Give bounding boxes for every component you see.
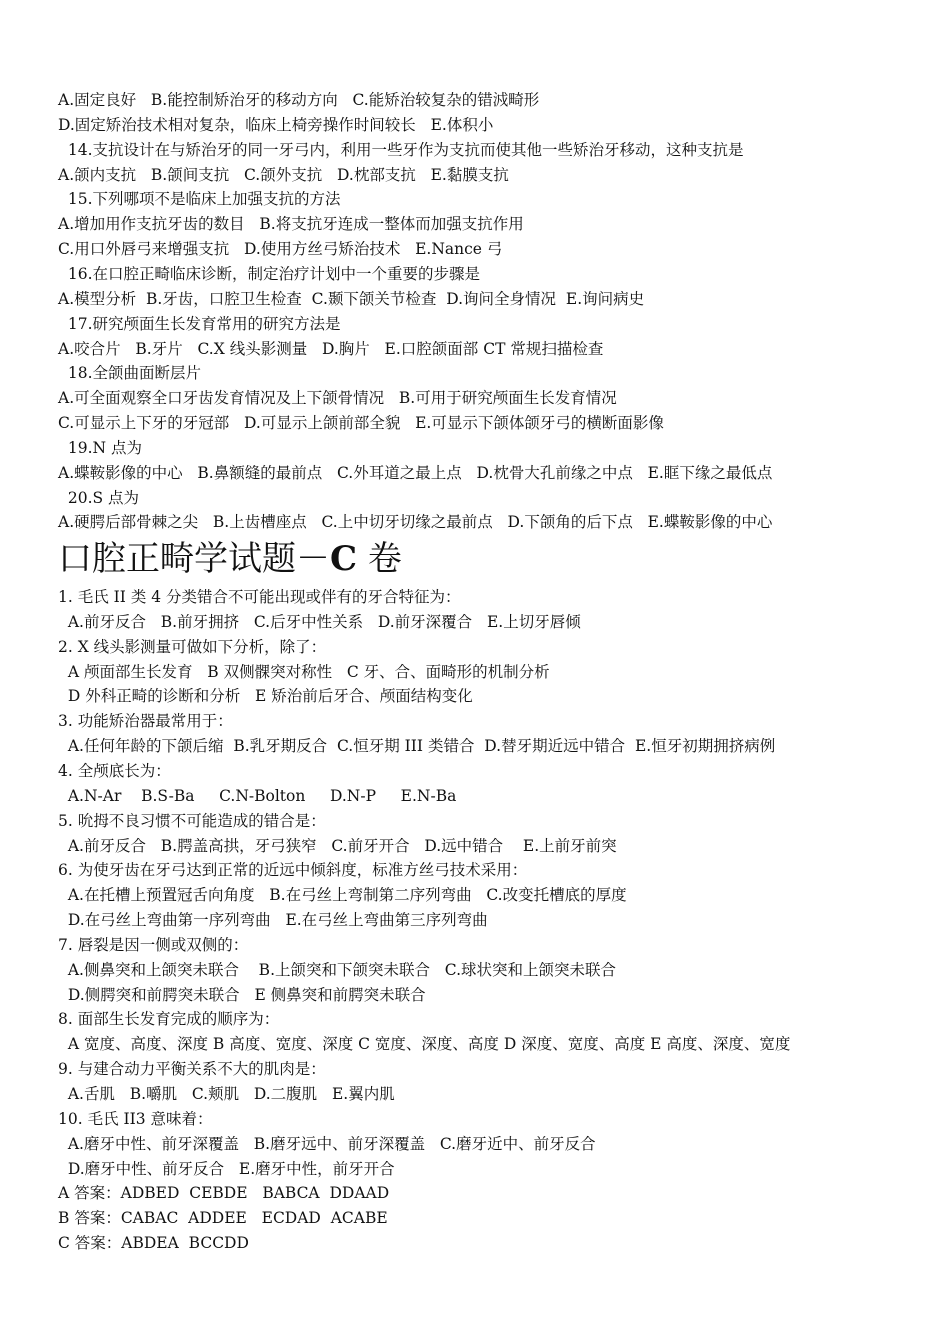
text-line: 17.研究颅面生长发育常用的研究方法是	[58, 314, 341, 333]
text-line: A.咬合片 B.牙片 C.X 线头影测量 D.胸片 E.口腔颌面部 CT 常规扫描检查	[58, 339, 604, 358]
text-line: 10. 毛氏 II3 意味着：	[58, 1109, 213, 1128]
text-line: 2. X 线头影测量可做如下分析，除了：	[58, 637, 327, 656]
text-line: C.用口外唇弓来增强支抗 D.使用方丝弓矫治技术 E.Nance 弓	[58, 240, 503, 259]
text-line: A.任何年龄的下颌后缩 B.乳牙期反合 C.恒牙期 III 类错合 D.替牙期近远中错合 E.恒牙初期拥挤病例	[58, 737, 776, 756]
text-line: A.颌内支抗 B.颌间支抗 C.颌外支抗 D.枕部支抗 E.黏膜支抗	[58, 165, 509, 184]
text-line: D.侧腭突和前腭突未联合 E 侧鼻突和前腭突未联合	[58, 985, 426, 1004]
text-line: A.N-Ar B.S-Ba C.N-Bolton D.N-P E.N-Ba	[58, 786, 457, 805]
text-line: A.模型分析 B.牙齿，口腔卫生检查 C.颞下颌关节检查 D.询问全身情况 E.询问病史	[58, 289, 645, 308]
text-line: A.磨牙中性、前牙深覆盖 B.磨牙远中、前牙深覆盖 C.磨牙近中、前牙反合	[58, 1134, 596, 1153]
section-title-letter: C	[330, 539, 358, 579]
text-line: A.侧鼻突和上颌突未联合 B.上颌突和下颌突未联合 C.球状突和上颌突未联合	[58, 960, 617, 979]
text-line: A.固定良好 B.能控制矫治牙的移动方向 C.能矫治较复杂的错㳚畸形	[58, 91, 540, 109]
text-line: 18.全颌曲面断层片	[58, 364, 202, 383]
text-line: 6. 为使牙齿在牙弓达到正常的近远中倾斜度，标准方丝弓技术采用：	[58, 861, 528, 880]
text-line: 8. 面部生长发育完成的顺序为：	[58, 1010, 280, 1029]
text-line: D.在弓丝上弯曲第一序列弯曲 E.在弓丝上弯曲第三序列弯曲	[58, 911, 488, 930]
text-line: 16.在口腔正畸临床诊断，制定治疗计划中一个重要的步骤是	[58, 264, 481, 283]
text-line: C.可显示上下牙的牙冠部 D.可显示上颌前部全貌 E.可显示下颌体颌牙弓的横断面影像	[58, 414, 664, 433]
text-line: 15.下列哪项不是临床上加强支抗的方法	[58, 190, 341, 209]
text-line: 19.N 点为	[58, 438, 142, 457]
text-line: D 外科正畸的诊断和分析 E 矫治前后牙合、颅面结构变化	[58, 687, 473, 706]
section-title-suffix: 卷	[357, 539, 402, 579]
text-line: A 答案：ADBED CEBDE BABCA DDAAD	[58, 1184, 390, 1203]
text-line: A 颅面部生长发育 B 双侧髁突对称性 C 牙、合、面畸形的机制分析	[58, 662, 550, 681]
text-line: A.在托槽上预置冠舌向角度 B.在弓丝上弯制第二序列弯曲 C.改变托槽底的厚度	[58, 886, 627, 905]
text-line: 9. 与建合动力平衡关系不大的肌肉是：	[58, 1060, 326, 1079]
text-line: A.可全面观察全口牙齿发育情况及上下颌骨情况 B.可用于研究颅面生长发育情况	[58, 389, 617, 408]
text-line: C 答案：ABDEA BCCDD	[58, 1234, 249, 1253]
text-line: A.蝶鞍影像的中心 B.鼻额缝的最前点 C.外耳道之最上点 D.枕骨大孔前缘之中点 E.眶下缘之最低点	[58, 463, 773, 482]
section-title-prefix: 口腔正畸学试题－	[58, 539, 330, 579]
text-line: A.硬腭后部骨棘之尖 B.上齿槽座点 C.上中切牙切缘之最前点 D.下颌角的后下点 E.蝶鞍影像的中心	[58, 513, 773, 532]
text-line: 7. 唇裂是因一侧或双侧的：	[58, 935, 249, 954]
section-title	[58, 537, 402, 581]
text-line: D.固定矫治技术相对复杂，临床上椅旁操作时间较长 E.体积小	[58, 115, 494, 134]
text-line: A.舌肌 B.嚼肌 C.颊肌 D.二腹肌 E.翼内肌	[58, 1085, 395, 1103]
text-line: 20.S 点为	[58, 488, 140, 507]
text-line: A.增加用作支抗牙齿的数目 B.将支抗牙连成一整体而加强支抗作用	[58, 215, 524, 234]
text-line: B 答案：CABAC ADDEE ECDAD ACABE	[58, 1209, 388, 1228]
text-line: A.前牙反合 B.腭盖高拱，牙弓狭窄 C.前牙开合 D.远中错合 E.上前牙前突	[58, 836, 617, 855]
text-line: 14.支抗设计在与矫治牙的同一牙弓内，利用一些牙作为支抗而使其他一些矫治牙移动，这种支抗是	[58, 140, 744, 159]
text-line: 4. 全颅底长为：	[58, 761, 171, 780]
text-line: 1. 毛氏 II 类 4 分类错合不可能出现或伴有的牙合特征为：	[58, 588, 461, 606]
text-line: A.前牙反合 B.前牙拥挤 C.后牙中性关系 D.前牙深覆合 E.上切牙唇倾	[58, 612, 581, 631]
text-line: D.磨牙中性、前牙反合 E.磨牙中性，前牙开合	[58, 1159, 395, 1178]
text-line: 3. 功能矫治器最常用于：	[58, 712, 233, 731]
text-line: A 宽度、高度、深度 B 高度、宽度、深度 C 宽度、深度、高度 D 深度、宽度、高度 E 高度、深度、宽度	[58, 1035, 791, 1054]
text-line: 5. 吮拇不良习惯不可能造成的错合是：	[58, 811, 326, 830]
